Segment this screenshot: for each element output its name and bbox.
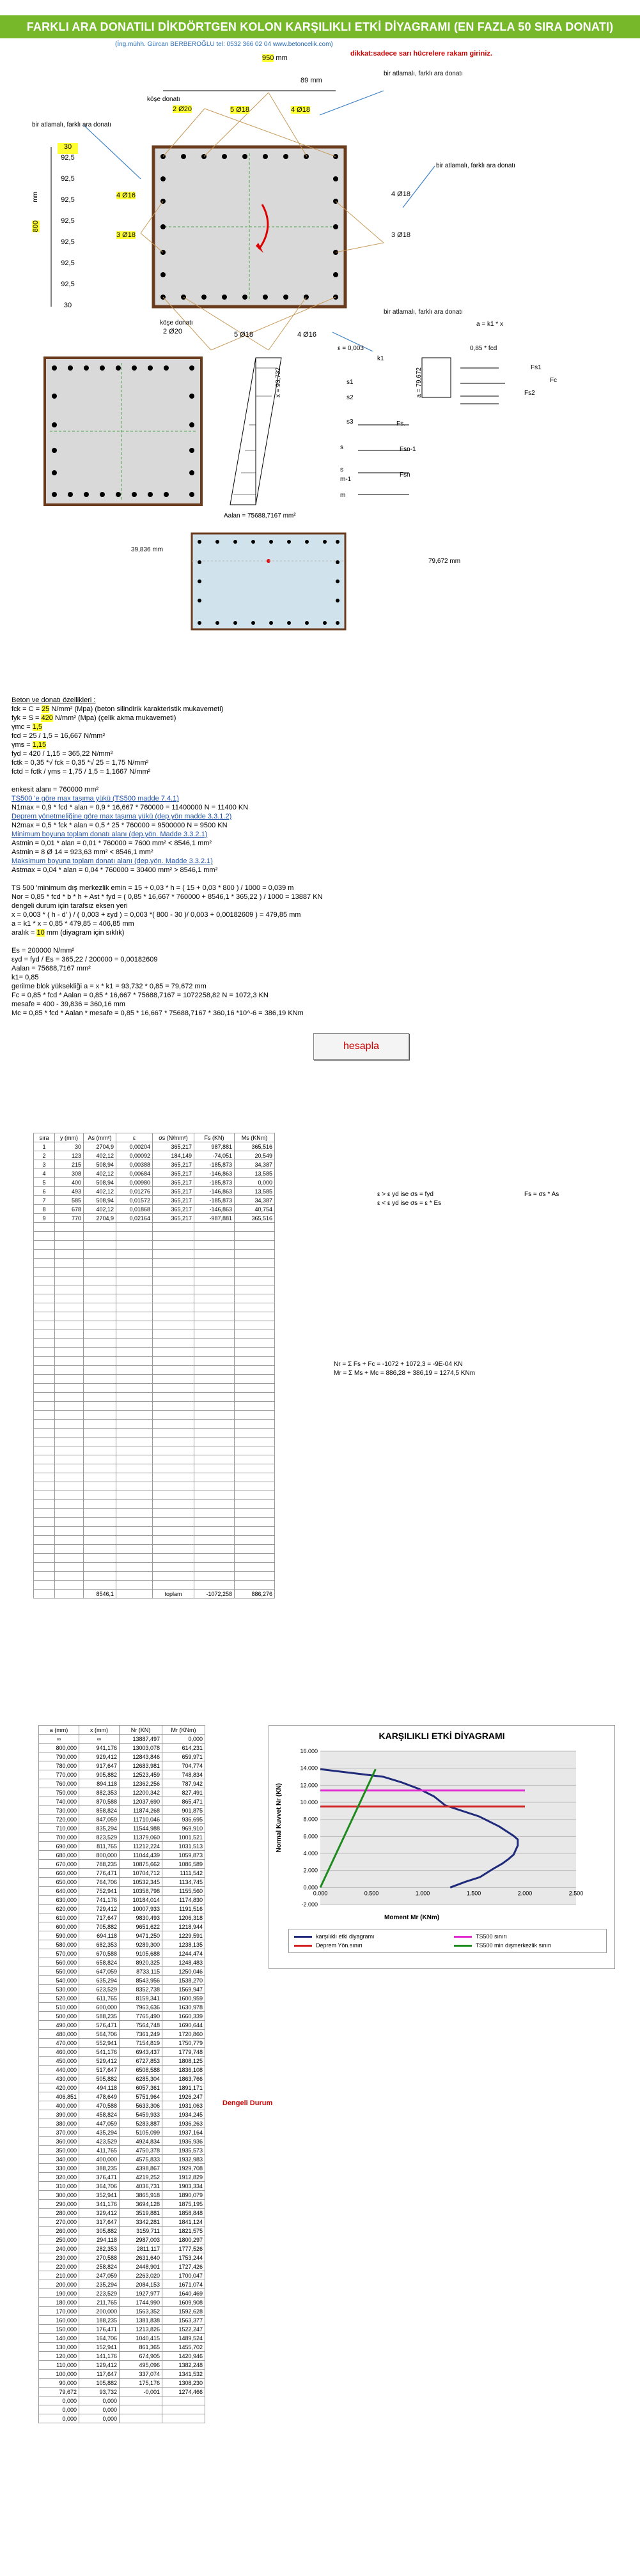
table-row: 520,000 611,765 8159,341 1600,959 [39, 1994, 205, 2003]
legend-ts500: TS500 sınırı [454, 1933, 601, 1940]
min-row-2: Astmin = 8 Ø 14 = 923,63 mm² < 8546,1 mm² [12, 848, 153, 856]
table-row [34, 1223, 275, 1232]
area-row: enkesit alanı = 760000 mm² [12, 786, 99, 793]
side-right-2: 3 Ø18 [391, 231, 410, 239]
input-hint: dikkat:sadece sarı hücrelere rakam giriniz. [350, 50, 492, 57]
corner-label-bottom: köşe donatı [160, 319, 193, 326]
y-tick-label: 16.000 [300, 1748, 318, 1754]
stress-block [422, 358, 451, 397]
table-row: 260,000 305,882 3159,711 1821,575 [39, 2227, 205, 2235]
table-row [34, 1366, 275, 1375]
table-row: 400,000 470,588 5633,306 1931,063 [39, 2101, 205, 2110]
chart-plot [269, 1738, 614, 1930]
side-right-1: 4 Ø18 [391, 190, 410, 198]
table-row: 240,000 282,353 2811,117 1777,526 [39, 2244, 205, 2253]
note-bottom: bir atlamalı, farklı ara donatı [384, 309, 463, 316]
y-tick-label: 0.000 [303, 1884, 318, 1891]
table-row [34, 1500, 275, 1509]
table-row [34, 1285, 275, 1294]
fctk-row: fctk = 0,35 *√ fck = 0,35 *√ 25 = 1,75 N/mm² [12, 759, 149, 767]
epsilon-label: ε = 0,003 [338, 345, 364, 352]
gmc-row: γmc = 1,5 [12, 723, 43, 731]
table-row [34, 1563, 275, 1572]
step-input[interactable]: 10 [36, 929, 45, 937]
dengeli-row: dengeli durum için tarafsız eksen yeri [12, 902, 128, 910]
table-row [34, 1482, 275, 1491]
force-fc: Fc [550, 377, 558, 384]
table-row [34, 1455, 275, 1464]
side-left-1[interactable]: 4 Ø16 [116, 192, 136, 199]
hesapla-button[interactable]: hesapla [313, 1033, 409, 1060]
gerilme-row: gerilme blok yüksekliği a = x * k1 = 93,732 * 0,85 = 79,672 mm [12, 983, 207, 990]
fck-input[interactable]: 25 [42, 705, 50, 713]
table-row: 90,000 105,882 175,176 1308,230 [39, 2379, 205, 2388]
note-right-1: bir atlamalı, farklı ara donatı [384, 70, 463, 77]
table-row: 630,000 741,176 10184,014 1174,830 [39, 1896, 205, 1905]
min-heading: Minimum boyuna toplam donatı alanı (dep.yön. Madde 3.3.2.1) [12, 831, 208, 838]
table-row [34, 1491, 275, 1500]
table-row: 0,000 0,000 [39, 2414, 205, 2423]
force-fs1: Fs1 [531, 364, 542, 371]
table-row: 100,000 117,647 337,074 1341,532 [39, 2370, 205, 2379]
table-row: 430,000 505,882 6285,304 1863,766 [39, 2074, 205, 2083]
table-row: 7 585 508,94 0,01572 365,217 -185,873 34,387 [34, 1196, 275, 1205]
a-row: a = k1 * x = 0,85 * 479,85 = 406,85 mm [12, 920, 134, 928]
xb-row: x = 0,003 * ( h - d' ) / ( 0,003 + εyd ) = 0,003 *( 800 - 30 )/ 0,003 + 0,00182609 ) = 479,85 mm [12, 911, 301, 919]
table-row: 610,000 717,647 9830,493 1206,318 [39, 1913, 205, 1922]
note-line-2: ε < ε yd ise σs = ε * Es [377, 1200, 442, 1207]
max-row: Astmax = 0,04 * alan = 0,04 * 760000 = 30400 mm² > 8546,1 mm² [12, 866, 218, 874]
table-row: 3 215 508,94 0,00388 365,217 -185,873 34,387 [34, 1160, 275, 1169]
table-row: 6 493 402,12 0,01276 365,217 -146,863 13,585 [34, 1187, 275, 1196]
table-row [34, 1518, 275, 1527]
cover-dimension: 89 mm [300, 77, 322, 84]
y-tick-label: -2.000 [301, 1901, 318, 1908]
table-row: 740,000 870,588 12037,690 865,471 [39, 1797, 205, 1806]
eyd-row: εyd = fyd / Es = 365,22 / 200000 = 0,00182609 [12, 956, 158, 963]
table-row [34, 1411, 275, 1420]
note-left: bir atlamalı, farklı ara donatı [32, 121, 111, 128]
legend-deprem: Deprem Yön.sınırı [294, 1942, 441, 1949]
table-row: 0,000 0,000 [39, 2405, 205, 2414]
chart-title: KARŞILIKLI ETKİ DİYAGRAMI [379, 1731, 505, 1741]
bottom-bars-2: 4 Ø16 [297, 331, 316, 339]
table-row: 790,000 929,412 12843,846 659,971 [39, 1752, 205, 1761]
height-dimension[interactable]: 800 [32, 220, 40, 233]
table-row [34, 1268, 275, 1276]
table-row: 470,000 552,941 7154,819 1750,779 [39, 2039, 205, 2048]
website-link[interactable]: www.betoncelik.com) [272, 41, 333, 48]
dep-heading: Deprem yönetmeliğine göre max taşıma yükü (dep.yön madde 3.3.1.2) [12, 813, 232, 820]
note-line-1: ε > ε yd ise σs = fyd [377, 1191, 433, 1198]
spacing-list: 30 92,5 92,5 92,5 92,5 92,5 92,5 92,5 30 [58, 143, 96, 312]
table-row: 660,000 776,471 10704,712 1111,542 [39, 1869, 205, 1878]
force-fs: Fs. [396, 420, 405, 427]
table-row [34, 1250, 275, 1259]
steel-table-wrap [33, 1133, 275, 1598]
table-row: 720,000 847,059 11710,046 936,695 [39, 1815, 205, 1824]
x-label: x = 93,732 [275, 367, 282, 397]
table-row: 420,000 494,118 6057,361 1891,171 [39, 2083, 205, 2092]
fc-row: Fc = 0,85 * fcd * Aalan = 0,85 * 16,667 * 75688,7167 = 1072258,82 N = 1072,3 KN [12, 992, 269, 999]
table-row: 680,000 800,000 11044,439 1059,873 [39, 1851, 205, 1860]
x-tick-label: 0.000 [313, 1890, 328, 1897]
right-dim: 79,672 mm [428, 558, 461, 565]
mc-row: Mc = 0,85 * fcd * Aalan * mesafe = 0,85 * 16,667 * 75688,7167 * 360,16 *10^-6 = 386,19 KNm [12, 1009, 304, 1017]
mr-result: Mr = Σ Ms + Mc = 886,28 + 386,19 = 1274,5 KNm [334, 1370, 476, 1377]
table-row: 710,000 835,294 11544,988 969,910 [39, 1824, 205, 1833]
table-row: 120,000 141,176 674,905 1420,946 [39, 2352, 205, 2361]
table-row: 8 678 402,12 0,01868 365,217 -146,863 40,754 [34, 1205, 275, 1214]
fyd-row: fyd = 420 / 1,15 = 365,22 N/mm² [12, 750, 113, 758]
corner-label-top: köşe donatı [147, 96, 180, 103]
table-row [34, 1429, 275, 1438]
a-equation: a = k1 * x [476, 321, 503, 328]
table-row: 160,000 188,235 1381,838 1563,377 [39, 2316, 205, 2325]
table-row: 440,000 517,647 6508,588 1836,108 [39, 2066, 205, 2074]
table-row [34, 1348, 275, 1357]
x-tick-label: 2.000 [517, 1890, 533, 1897]
area-label: Aalan = 75688,7167 mm² [224, 512, 296, 519]
table-row: 280,000 329,412 3519,881 1858,848 [39, 2209, 205, 2218]
table-row: 690,000 811,765 11212,224 1031,513 [39, 1842, 205, 1851]
table-row: 380,000 447,059 5283,887 1936,263 [39, 2119, 205, 2128]
table-row: 310,000 364,706 4036,731 1903,334 [39, 2182, 205, 2191]
table-row: 570,000 670,588 9105,688 1244,474 [39, 1949, 205, 1958]
table-row: 290,000 341,176 3694,128 1875,195 [39, 2200, 205, 2209]
table-row: 270,000 317,647 3342,281 1841,124 [39, 2218, 205, 2227]
table-row [34, 1438, 275, 1446]
x-axis-label: Moment Mr (KNm) [384, 1914, 440, 1921]
table-row: 1 30 2704,9 0,00204 365,217 987,881 365,516 [34, 1142, 275, 1151]
table-row: 580,000 682,353 9289,300 1238,135 [39, 1940, 205, 1949]
table-row: 620,000 729,412 10007,933 1191,516 [39, 1905, 205, 1913]
table-row: 780,000 917,647 12683,981 704,774 [39, 1761, 205, 1770]
k1-row: k1= 0,85 [12, 974, 39, 981]
table-row: 330,000 388,235 4398,867 1929,708 [39, 2164, 205, 2173]
table-row: 340,000 400,000 4575,833 1932,983 [39, 2155, 205, 2164]
y-tick-label: 12.000 [300, 1782, 318, 1789]
fcd-label: 0,85 * fcd [470, 345, 497, 352]
table-row: 4 308 402,12 0,00684 365,217 -146,863 13,585 [34, 1169, 275, 1178]
table-row [34, 1241, 275, 1250]
legend-ts500-min: TS500 min dışmerkezlik sınırı [454, 1942, 601, 1949]
result-table-wrap [38, 1725, 205, 2423]
y-tick-label: 6.000 [303, 1833, 318, 1840]
table-row [34, 1276, 275, 1285]
table-row [34, 1393, 275, 1402]
table-row: 230,000 270,588 2631,640 1753,244 [39, 2253, 205, 2262]
result-table: a (mm) x (mm) Nr (KN) Mr (KNm) ∞ ∞ 13887,497 0,000 800,000 941,176 13003,078 614,231 790,000 929,412 12843,846 659,971 780,000 917,647 12683,981 704,774 770,000 905,882 12523,459 748,834 760,000 894,118 12362,256 787,942 750,000 882,353 12200,342 827,491 740,000 870,588 12037,690 865,471 730,000 858,824 11874,268 901,875 720,000 847,059 11710,046 936,695 710,000 835,294 11544,988 969,910 700,000 823,529 11379,060 1001,521 690,000 811,765 11212,224 1031,513 680,000 800,000 11044,439 1059,873 670,000 788,235 10875,662 1086,589 660,000 776,471 10704,712 1111,542 650,000 764,706 10532,345 1134,745 640,000 752,941 10358,798 1155,560 630,000 741,176 10184,014 1174,830 620,000 729,412 10007,933 1191,516 610,000 717,647 9830,493 1206,318 600,000 705,882 9651,622 1218,944 590,000 694,118 9471,250 1229,591 580,000 682,353 9289,300 1238,135 570,000 670,588 9105,688 1244,474 560,000 658,824 8920,325 1248,483 550,000 647,059 8733,115 1250,046 540,000 635,294 8543,956 1538,270 530,000 623,529 8352,738 1569,947 520,000 611,765 8159,341 1600,959 510,000 600,000 7963,636 1630,978 500,000 588,235 7765,490 1660,339 490,000 576,471 7564,748 1690,644 480,000 564,706 7361,249 1720,860 470,000 552,941 7154,819 1750,779 460,000 541,176 6943,437 1779,748 450,000 529,412 6727,853 1808,125 440,000 517,647 6508,588 1836,108 430,000 505,882 6285,304 1863,766 420,000 494,118 6057,361 1891,171 406,851 478,649 5751,964 1926,247 400,000 470,588 5633,306 1931,063 390,000 458,824 5459,933 1934,245 380,000 447,059 5283,887 1936,263 370,000 435,294 5105,099 1937,164 360,000 423,529 4924,834 1936,936 350,000 411,765 4750,378 1935,573 340,000 400,000 4575,833 1932,983 330,000 388,235 4398,867 1929,708 320,000 376,471 4219,252 1912,829 310,000 364,706 4036,731 1903,334 300,000 352,941 3865,918 1890,079 290,000 341,176 3694,128 1875,195 280,000 329,412 3519,881 1858,848 270,000 317,647 3342,281 1841,124 260,000 305,882 3159,711 1821,575 250,000 294,118 2987,003 1800,297 240,000 282,353 2811,117 1777,526 230,000 270,588 2631,640 1753,244 220,000 258,824 2448,901 1727,426 210,000 247,059 2263,020 1700,047 200,000 235,294 2084,153 1671,074 190,000 223,529 1927,977 1640,469 180,000 211,765 1744,990 1609,908 170,000 200,000 1563,352 1592,628 160,000 188,235 1381,838 1563,377 150,000 176,471 1213,826 1522,247 140,000 164,706 1040,415 1489,524 130,000 152,941 861,365 1455,702 120,000 141,176 674,905 1420,946 110,000 129,412 495,096 1382,248 100,000 117,647 337,074 1341,532 90,000 105,882 175,176 1308,230 79,672 93,732 -0,001 1274,466 0,000 0,000 0,000 0,000 0,000 0,000 [38, 1725, 205, 2423]
ecc-row: TS 500 'minimum dış merkezlik emin = 15 + 0,03 * h = ( 15 + 0,03 * 800 ) / 1000 = 0,039 m [12, 884, 294, 892]
table-row: 190,000 223,529 1927,977 1640,469 [39, 2289, 205, 2298]
table-row: 600,000 705,882 9651,622 1218,944 [39, 1922, 205, 1931]
k1-label: k1 [377, 355, 384, 362]
table-row: 220,000 258,824 2448,901 1727,426 [39, 2262, 205, 2271]
table-row: 300,000 352,941 3865,918 1890,079 [39, 2191, 205, 2200]
table-row: 700,000 823,529 11379,060 1001,521 [39, 1833, 205, 1842]
gms-input[interactable]: 1,15 [32, 741, 47, 749]
corner-bars-bottom: 2 Ø20 [163, 328, 182, 335]
table-row [34, 1330, 275, 1339]
a-label: a = 79,672 [416, 367, 423, 398]
nor-row: Nor = 0,85 * fcd * b * h + Ast * fyd = ( 0,85 * 16,667 * 760000 + 8546,1 * 365,22 ) / 1000 = 13887 KN [12, 893, 323, 901]
steel-table: sıra y (mm) As (mm²) ε σs (N/mm²) Fs (KN) Ms (KNm) 1 30 2704,9 0,00204 365,217 987,881 365,516 2 123 402,12 0,00092 184,149 -74,051 20,549 3 215 508,94 0,00388 365,217 -185,873 34,387 4 308 402,12 0,00684 365,217 -146,863 13,585 5 400 508,94 0,00980 365,217 -185,873 0,000 6 493 402,12 0,01276 365,217 -146,863 13,585 7 585 508,94 0,01572 365,217 -185,873 34,387 8 678 402,12 0,01868 365,217 -146,863 40,754 9 770 2704,9 0,02164 365,217 -987,881 365,516 8546,1 toplam -1072,258 886,276 [33, 1133, 275, 1598]
table-row [34, 1312, 275, 1321]
table-row: 670,000 788,235 10875,662 1086,589 [39, 1860, 205, 1869]
table-row: 750,000 882,353 12200,342 827,491 [39, 1788, 205, 1797]
side-left-2[interactable]: 3 Ø18 [116, 231, 136, 239]
min-row-1: Astmin = 0,01 * alan = 0,01 * 760000 = 7600 mm² < 8546,1 mm² [12, 839, 212, 847]
fctd-row: fctd = fctk / γms = 1,75 / 1,5 = 1,1667 N/mm² [12, 768, 151, 776]
bottom-bars-1: 5 Ø18 [234, 331, 253, 339]
balanced-label: Dengeli Durum [222, 2099, 273, 2107]
x-tick-label: 0.500 [364, 1890, 379, 1897]
y-axis-label: Normal Kuvvet Nr (KN) [276, 1783, 283, 1853]
table-row [34, 1402, 275, 1411]
x-tick-label: 2.500 [568, 1890, 584, 1897]
fyk-row: fyk = S = 420 N/mm² (Mpa) (çelik akma mukavemeti) [12, 714, 176, 722]
table-row: 350,000 411,765 4750,378 1935,573 [39, 2146, 205, 2155]
table-row: 360,000 423,529 4924,834 1936,936 [39, 2137, 205, 2146]
interaction-chart [269, 1725, 615, 1969]
y-tick-label: 2.000 [303, 1867, 318, 1874]
table-row [34, 1554, 275, 1563]
table-row: 730,000 858,824 11874,268 901,875 [39, 1806, 205, 1815]
x-tick-label: 1.500 [466, 1890, 481, 1897]
force-fsn: Fsn [400, 471, 410, 479]
page-title-banner [0, 15, 640, 38]
ts-max-heading: TS500 'e göre max taşıma yükü (TS500 madde 7.4.1) [12, 795, 179, 802]
table-row [34, 1232, 275, 1241]
table-row: 760,000 894,118 12362,256 787,942 [39, 1779, 205, 1788]
table-row [34, 1536, 275, 1545]
table-row: 650,000 764,706 10532,345 1134,745 [39, 1878, 205, 1887]
top-bars-2[interactable]: 4 Ø18 [291, 106, 310, 114]
author-info: (İng.mühh. Gürcan BERBEROĞLU tel: 0532 366 02 04 www.betoncelik.com) [115, 41, 333, 48]
x-tick-label: 1.000 [415, 1890, 430, 1897]
table-row: 770,000 905,882 12523,459 748,834 [39, 1770, 205, 1779]
force-fs2: Fs2 [524, 390, 535, 397]
table-row: 490,000 576,471 7564,748 1690,644 [39, 2021, 205, 2030]
table-row [34, 1446, 275, 1455]
table-row: 200,000 235,294 2084,153 1671,074 [39, 2280, 205, 2289]
corner-bars-top[interactable]: 2 Ø20 [173, 105, 192, 113]
table-row: 460,000 541,176 6943,437 1779,748 [39, 2048, 205, 2057]
table-row [34, 1420, 275, 1429]
table-row [34, 1581, 275, 1590]
max-heading: Maksimum boyuna toplam donatı alanı (dep.yön. Madde 3.3.2.1) [12, 857, 213, 865]
left-dim: 39,836 mm [131, 546, 164, 553]
table-row: 640,000 752,941 10358,798 1155,560 [39, 1887, 205, 1896]
table-row: 0,000 0,000 [39, 2396, 205, 2405]
table-row: 140,000 164,706 1040,415 1489,524 [39, 2334, 205, 2343]
table-row [34, 1527, 275, 1536]
table-row: 250,000 294,118 2987,003 1800,297 [39, 2235, 205, 2244]
table-row: 390,000 458,824 5459,933 1934,245 [39, 2110, 205, 2119]
table-row: 130,000 152,941 861,365 1455,702 [39, 2343, 205, 2352]
step-row: aralık = 10 mm (diyagram için sıklık) [12, 929, 125, 937]
table-row: 170,000 200,000 1563,352 1592,628 [39, 2307, 205, 2316]
nr-result: Nr = Σ Fs + Fc = -1072 + 1072,3 = -9E-04 KN [334, 1361, 463, 1368]
table-row: 560,000 658,824 8920,325 1248,483 [39, 1958, 205, 1967]
table-row [34, 1464, 275, 1473]
table-row: 180,000 211,765 1744,990 1609,908 [39, 2298, 205, 2307]
force-fsn1: Fsn-1 [400, 446, 416, 453]
table-row: 480,000 564,706 7361,249 1720,860 [39, 2030, 205, 2039]
table-row: 320,000 376,471 4219,252 1912,829 [39, 2173, 205, 2182]
compression-section [192, 533, 345, 629]
y-tick-label: 4.000 [303, 1850, 318, 1857]
dep-row: N2max = 0,5 * fck * alan = 0,5 * 25 * 760000 = 9500000 N = 9500 KN [12, 822, 228, 829]
table-row [34, 1545, 275, 1554]
table-row [34, 1321, 275, 1330]
table-row: 590,000 694,118 9471,250 1229,591 [39, 1931, 205, 1940]
table-row: 450,000 529,412 6727,853 1808,125 [39, 2057, 205, 2066]
y-tick-label: 8.000 [303, 1816, 318, 1823]
table-row [34, 1303, 275, 1312]
table-row: 5 400 508,94 0,00980 365,217 -185,873 0,000 [34, 1178, 275, 1187]
height-unit: mm [32, 192, 39, 203]
table-row [34, 1259, 275, 1268]
table-row: 150,000 176,471 1213,826 1522,247 [39, 2325, 205, 2334]
gms-row: γms = 1,15 [12, 741, 47, 749]
stress-strain-diagram [0, 345, 640, 524]
table-row: 370,000 435,294 5105,099 1937,164 [39, 2128, 205, 2137]
width-dimension: 950 mm [262, 54, 288, 62]
table-row: 510,000 600,000 7963,636 1630,978 [39, 2003, 205, 2012]
table-row: 210,000 247,059 2263,020 1700,047 [39, 2271, 205, 2280]
table-row: 110,000 129,412 495,096 1382,248 [39, 2361, 205, 2370]
table-row [34, 1473, 275, 1482]
fcd-row: fcd = 25 / 1,5 = 16,667 N/mm² [12, 732, 105, 740]
chart-legend [288, 1929, 607, 1953]
mesafe-row: mesafe = 400 - 39,836 = 360,16 mm [12, 1000, 125, 1008]
table-row: 550,000 647,059 8733,115 1250,046 [39, 1967, 205, 1976]
table-row: 79,672 93,732 -0,001 1274,466 [39, 2388, 205, 2396]
table-row: 800,000 941,176 13003,078 614,231 [39, 1744, 205, 1752]
fs-equation: Fs = σs * As [524, 1191, 559, 1198]
y-tick-label: 10.000 [300, 1799, 318, 1805]
table-row: 9 770 2704,9 0,02164 365,217 -987,881 365,516 [34, 1214, 275, 1223]
table-row [34, 1357, 275, 1366]
note-right-2: bir atlamalı, farklı ara donatı [436, 162, 515, 169]
table-row [34, 1509, 275, 1518]
legend-interaction: karşılıklı etki diyagramı [294, 1933, 441, 1940]
table-row [34, 1572, 275, 1581]
table-row: 540,000 635,294 8543,956 1538,270 [39, 1976, 205, 1985]
gmc-input[interactable]: 1,5 [32, 723, 43, 731]
table-row: 2 123 402,12 0,00092 184,149 -74,051 20,549 [34, 1151, 275, 1160]
y-tick-label: 14.000 [300, 1765, 318, 1772]
column-section-drawing [0, 51, 640, 351]
table-row: 530,000 623,529 8352,738 1569,947 [39, 1985, 205, 1994]
aalan-row: Aalan = 75688,7167 mm² [12, 965, 91, 972]
table-row: 406,851 478,649 5751,964 1926,247 [39, 2092, 205, 2101]
fyk-input[interactable]: 420 [41, 714, 53, 722]
table-row [34, 1294, 275, 1303]
table-row [34, 1384, 275, 1393]
page-title: FARKLI ARA DONATILI DİKDÖRTGEN KOLON KARŞILIKLI ETKİ DİYAGRAMI (EN FAZLA 50 SIRA DONATI) [26, 20, 614, 33]
es-row: Es = 200000 N/mm² [12, 947, 75, 954]
fck-row: fck = C = 25 N/mm² (Mpa) (beton silindirik karakteristik mukavemeti) [12, 705, 224, 713]
material-heading: Beton ve donatı özellikleri : [12, 696, 96, 704]
table-row [34, 1339, 275, 1348]
compression-zone-drawing [0, 530, 640, 632]
table-row: 500,000 588,235 7765,490 1660,339 [39, 2012, 205, 2021]
ts-max-row: N1max = 0,9 * fcd * alan = 0,9 * 16,667 * 760000 = 11400000 N = 11400 KN [12, 804, 249, 811]
top-bars-1[interactable]: 5 Ø18 [230, 106, 249, 114]
table-row [34, 1375, 275, 1384]
